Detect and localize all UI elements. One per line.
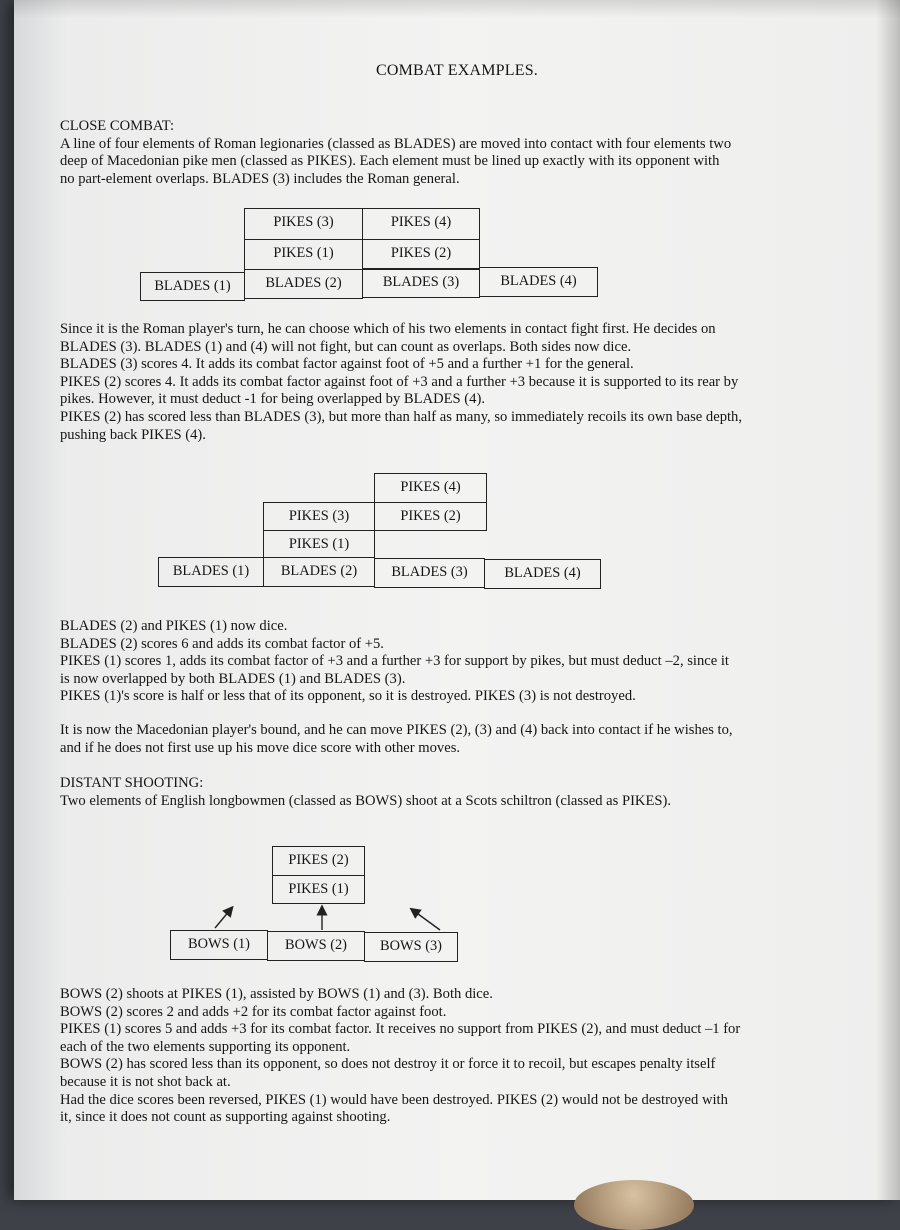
text-line: PIKES (1) scores 1, adds its combat factor of +3 and a further +3 for support by pikes, but must deduct –2, since it bbox=[60, 653, 729, 670]
element-blades-3: BLADES (3) bbox=[362, 268, 480, 298]
page-title: COMBAT EXAMPLES. bbox=[375, 62, 539, 79]
close-combat-heading: CLOSE COMBAT: bbox=[60, 118, 175, 134]
element-bows-3: BOWS (3) bbox=[364, 932, 458, 962]
page-top-shadow bbox=[14, 0, 900, 18]
arrow-bows-1-to-pikes-1 bbox=[215, 910, 230, 928]
text-line: pikes. However, it must deduct -1 for being overlapped by BLADES (4). bbox=[60, 391, 485, 408]
element-pikes-1: PIKES (1) bbox=[272, 875, 365, 904]
element-blades-2: BLADES (2) bbox=[263, 557, 375, 587]
close-combat-body-3 bbox=[60, 722, 860, 757]
text-line: BLADES (2) scores 6 and adds its combat factor of +5. bbox=[60, 635, 384, 652]
arrow-bows-3-to-pikes-1 bbox=[414, 911, 440, 930]
element-pikes-2: PIKES (2) bbox=[272, 846, 365, 876]
element-pikes-2: PIKES (2) bbox=[362, 239, 480, 270]
distant-shooting-diagram bbox=[170, 846, 460, 966]
text-line: BLADES (2) and PIKES (1) now dice. bbox=[60, 618, 288, 634]
distant-shooting-heading: DISTANT SHOOTING: bbox=[60, 775, 204, 791]
element-pikes-4: PIKES (4) bbox=[362, 208, 480, 240]
text-line: PIKES (1) scores 5 and adds +3 for its combat factor. It receives no support from PIKES (2), and must deduct –1 for bbox=[60, 1021, 741, 1038]
element-pikes-4: PIKES (4) bbox=[374, 473, 487, 503]
element-bows-1: BOWS (1) bbox=[170, 930, 268, 960]
element-blades-1: BLADES (1) bbox=[140, 272, 245, 301]
distant-shooting-section bbox=[60, 775, 860, 810]
text-line: is now overlapped by both BLADES (1) and BLADES (3). bbox=[60, 670, 406, 687]
text-line: Had the dice scores been reversed, PIKES (1) would have been destroyed. PIKES (2) would not be destroyed with bbox=[60, 1091, 728, 1108]
element-blades-2: BLADES (2) bbox=[244, 269, 363, 299]
intro-line: Two elements of English longbowmen (classed as BOWS) shoot at a Scots schiltron (classed as PIKES). bbox=[60, 792, 672, 809]
intro-line: deep of Macedonian pike men (classed as PIKES). Each element must be lined up exactly with its opponent with bbox=[60, 153, 720, 170]
text-line: PIKES (2) scores 4. It adds its combat factor against foot of +3 and a further +3 because it is supported to its rear by bbox=[60, 373, 739, 390]
close-combat-diagram-1 bbox=[140, 208, 600, 300]
text-line: each of the two elements supporting its opponent. bbox=[60, 1038, 351, 1055]
text-line: pushing back PIKES (4). bbox=[60, 426, 206, 443]
text-line: because it is not shot back at. bbox=[60, 1073, 231, 1090]
text-line: BOWS (2) scores 2 and adds +2 for its combat factor against foot. bbox=[60, 1003, 447, 1020]
close-combat-diagram-2 bbox=[158, 473, 602, 591]
text-line: BLADES (3). BLADES (1) and (4) will not fight, but can count as overlaps. Both sides now dice. bbox=[60, 338, 632, 355]
element-pikes-3: PIKES (3) bbox=[263, 502, 375, 531]
element-bows-2: BOWS (2) bbox=[267, 931, 365, 961]
text-line: PIKES (2) has scored less than BLADES (3), but more than half as many, so immediately recoils its own base depth, bbox=[60, 408, 742, 425]
element-pikes-2: PIKES (2) bbox=[374, 502, 487, 531]
text-line: BOWS (2) shoots at PIKES (1), assisted by BOWS (1) and (3). Both dice. bbox=[60, 986, 493, 1002]
element-blades-4: BLADES (4) bbox=[479, 267, 598, 297]
intro-line: no part-element overlaps. BLADES (3) includes the Roman general. bbox=[60, 170, 460, 187]
element-pikes-3: PIKES (3) bbox=[244, 208, 363, 240]
element-pikes-1: PIKES (1) bbox=[244, 239, 363, 270]
book-page bbox=[14, 0, 900, 1200]
text-line: It is now the Macedonian player's bound, and he can move PIKES (2), (3) and (4) back into contact if he wishes to, bbox=[60, 722, 733, 738]
text-line: and if he does not first use up his move dice score with other moves. bbox=[60, 739, 461, 756]
text-line: Since it is the Roman player's turn, he can choose which of his two elements in contact fight first. He decides on bbox=[60, 321, 716, 337]
text-line: BOWS (2) has scored less than its opponent, so does not destroy it or force it to recoil, but escapes penalty itself bbox=[60, 1056, 716, 1073]
distant-shooting-body bbox=[60, 986, 860, 1127]
text-line: PIKES (1)'s score is half or less that of its opponent, so it is destroyed. PIKES (3) is not destroyed. bbox=[60, 688, 636, 705]
element-blades-1: BLADES (1) bbox=[158, 557, 264, 587]
thumb-object bbox=[574, 1180, 694, 1230]
close-combat-body-2 bbox=[60, 618, 860, 706]
element-pikes-1: PIKES (1) bbox=[263, 530, 375, 558]
page-edge-shadow bbox=[876, 0, 900, 1200]
text-line: it, since it does not count as supporting against shooting. bbox=[60, 1109, 391, 1126]
close-combat-body-1 bbox=[60, 321, 860, 444]
element-blades-3: BLADES (3) bbox=[374, 558, 485, 588]
close-combat-section bbox=[60, 118, 860, 188]
element-blades-4: BLADES (4) bbox=[484, 559, 601, 589]
intro-line: A line of four elements of Roman legionaries (classed as BLADES) are moved into contact with four elements two bbox=[60, 135, 732, 152]
text-line: BLADES (3) scores 4. It adds its combat factor against foot of +5 and a further +1 for the general. bbox=[60, 356, 634, 373]
